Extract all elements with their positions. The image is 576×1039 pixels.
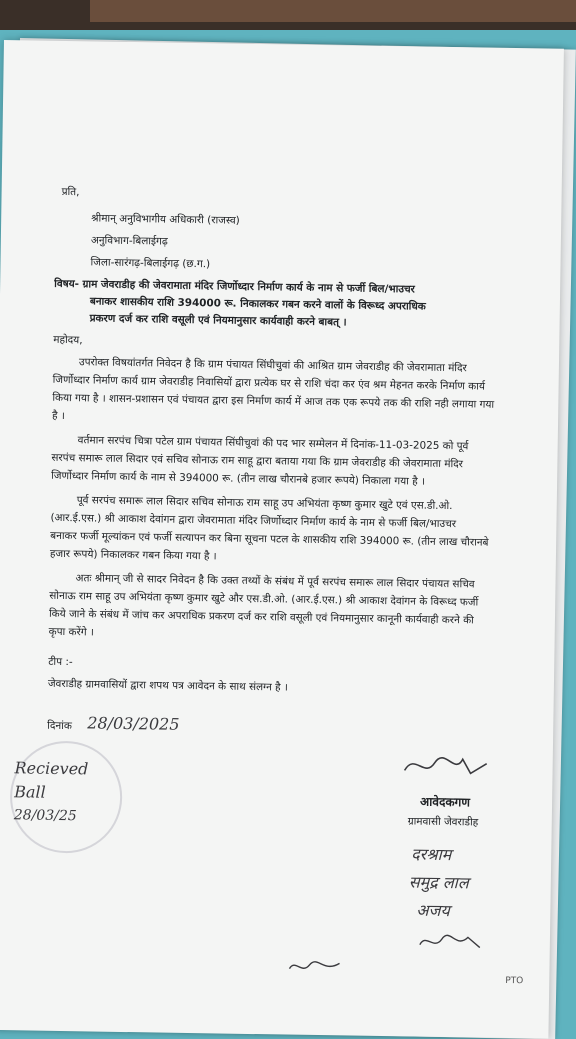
letter-page bbox=[0, 40, 564, 1039]
signature-mark bbox=[400, 748, 491, 783]
paragraph-line: (आर.ई.एस.) श्री आकाश देवांगन द्वारा जेवरामाता मंदिर जिर्णोध्दार निर्माण कार्य के नाम से फर्जी बिल/भाउचर bbox=[50, 511, 457, 531]
date-label: दिनांक bbox=[47, 719, 72, 733]
applicants-subtitle: ग्रामवासी जेवराडीह bbox=[407, 815, 479, 829]
paragraph-line: सोनाऊ राम साहू उप अभियंता कृष्ण कुमार खुटे और एस.डी.ओ. (आर.ई.एस.) श्री आकाश देवांगन के विरूध्द फर्जी bbox=[49, 589, 479, 609]
paragraph-line: हजार रूपये) निकालकर गबन किया गया है । bbox=[49, 547, 217, 563]
paragraph-line: पूर्व सरपंच समारू लाल सिदार सचिव सोनाऊ राम साहू उप अभियंता कृष्ण कुमार खुटे एवं एस.डी.ओ. bbox=[76, 494, 453, 513]
paragraph-line: अतः श्रीमान् जी से सादर निवेदन है कि उक्त तथ्यों के संबंध में पूर्व सरपंच समारू लाल सिदार पंचायत सचिव bbox=[75, 572, 475, 591]
paragraph-line: बनाकर फर्जी मूल्यांकन एवं फर्जी सत्यापन कर बिना सूचना पटल के शासकीय राशि 394000 रू. (तीन लाख चौरानबे bbox=[50, 529, 489, 549]
received-stamp-line: Ball bbox=[14, 782, 46, 802]
paragraph-line: है । bbox=[52, 409, 65, 423]
paragraph-line: उपरोक्त विषयांतर्गत निवेदन है कि ग्राम पंचायत सिंघीचुवां की आश्रित ग्राम जेवराडीह की जेवरामाता मंदिर bbox=[78, 356, 467, 375]
handwritten-name: समुद्र लाल bbox=[408, 872, 469, 893]
received-stamp-line: 28/03/25 bbox=[13, 807, 77, 825]
subject-line: प्रकरण दर्ज कर राशि वसूली एवं नियमानुसार कार्यवाही करने बाबत् । bbox=[89, 312, 347, 329]
paragraph-line: कृपा करेंगे । bbox=[48, 625, 95, 639]
background-floor-board bbox=[90, 0, 576, 22]
handwritten-name: दरश्राम bbox=[411, 844, 452, 865]
signature-mark bbox=[285, 957, 345, 978]
addressee-line: अनुविभाग-बिलाईगढ़ bbox=[90, 234, 168, 248]
addressee-line: जिला-सारंगढ़-बिलाईगढ़ (छ.ग.) bbox=[90, 256, 211, 271]
signature-mark bbox=[416, 931, 486, 954]
note-label: टीप :- bbox=[48, 655, 73, 669]
paragraph-line: जिर्णोध्दार निर्माण कार्य ग्राम जेवराडीह निवासियों द्वारा प्रत्येक घर से राशि चंदा कर एंव श्रम मेहनत करके निर्माण कार्य bbox=[52, 373, 486, 393]
greeting: महोदय, bbox=[53, 333, 83, 347]
salutation-to: प्रति, bbox=[61, 185, 80, 199]
addressee-line: श्रीमान् अनुविभागीय अधिकारी (राजस्व) bbox=[91, 212, 240, 227]
paragraph-line: किया गया है । शासन-प्रशासन एवं पंचायत द्वारा इस निर्माण कार्य में आज तक एक रूपये तक की राशि नही लगाया गया bbox=[52, 391, 495, 411]
applicants-label: आवेदकगण bbox=[419, 794, 471, 810]
paragraph-line: सरपंच समारू लाल सिदार एवं सचिव सोनाऊ राम साहू द्वारा बताया गया कि ग्राम जेवराडीह की जेवरामाता मंदिर bbox=[51, 451, 464, 471]
received-stamp-line: Recieved bbox=[14, 758, 89, 779]
paragraph-line: वर्तमान सरपंच चित्रा पटेल ग्राम पंचायत सिंघीचुवां की पद भार सम्मेलन में दिनांक-11-03-2025 को पूर्व bbox=[77, 434, 469, 453]
pto-label: PTO bbox=[505, 975, 524, 987]
paragraph-line: जिर्णोध्दार निर्माण कार्य के नाम से 394000 रू. (तीन लाख चौरानबे हजार रूपये) निकाला गया है । bbox=[51, 469, 426, 488]
subject-line: बनाकर शासकीय राशि 394000 रू. निकालकर गबन करने वालों के विरूध्द अपराधिक bbox=[89, 295, 426, 313]
handwritten-name: अजय bbox=[416, 900, 450, 921]
note-text: जेवराडीह ग्रामवासियों द्वारा शपथ पत्र आवेदन के साथ संलग्न है । bbox=[47, 677, 288, 694]
date-value: 28/03/2025 bbox=[87, 713, 180, 734]
subject-line: विषय- ग्राम जेवराडीह की जेवरामाता मंदिर जिर्णोध्दार निर्माण कार्य के नाम से फर्जी बिल/भाउचर bbox=[54, 277, 415, 296]
paragraph-line: किये जाने के संबंध में जांच कर अपराधिक प्रकरण दर्ज कर राशि वसूली एवं नियमानुसार कानूनी कार्यवाही करने की bbox=[48, 607, 474, 627]
